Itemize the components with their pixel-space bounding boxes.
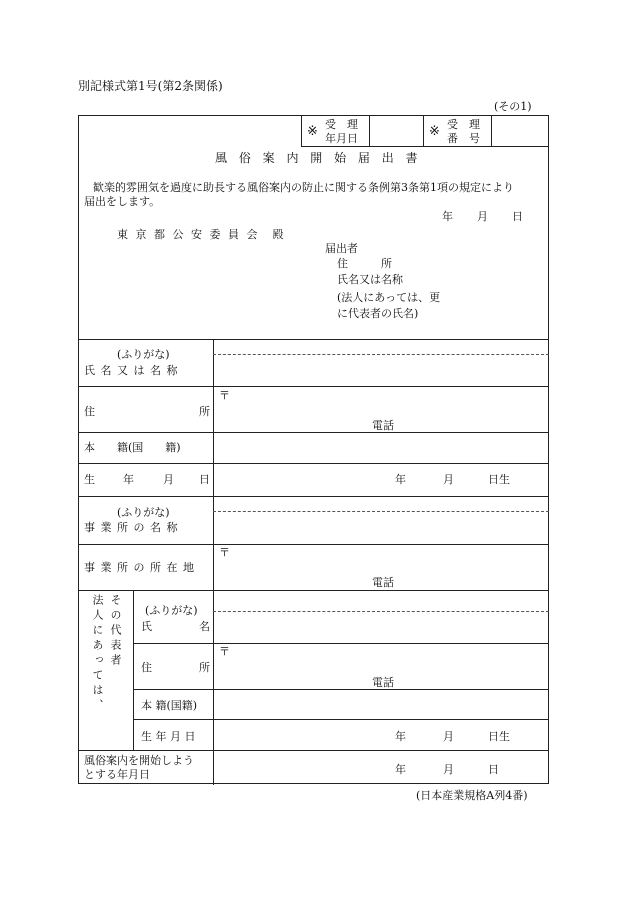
rep-birth-label: 生 年 月 日: [141, 730, 196, 743]
form-title: 風 俗 案 内 開 始 届 出 書: [215, 151, 422, 165]
birth-label-1: 生: [84, 473, 95, 486]
body-text-line-1: 歓楽的雰囲気を過度に助長する風俗案内の防止に関する条例第3条第1項の規定により: [93, 181, 514, 194]
start-date-label-2: とする年月日: [84, 768, 150, 781]
birth-label-4: 日: [199, 473, 210, 486]
notification-form: [78, 115, 549, 784]
footer-standard: (日本産業規格A列4番): [416, 789, 528, 802]
receipt-number-label-1: 受 理: [447, 118, 480, 131]
applicant-address: 住 所: [337, 257, 392, 270]
receipt-mark-1: ※: [307, 124, 318, 139]
start-year: 年: [395, 763, 406, 776]
address-label-1: 住: [84, 405, 95, 418]
rep-address-label-2: 所: [199, 661, 210, 674]
address-phone-label: 電話: [372, 419, 394, 432]
applicant-note-2: に代表者の氏名): [337, 307, 419, 320]
page-number: (その1): [494, 100, 532, 113]
receipt-mark-2: ※: [429, 124, 440, 139]
start-day: 日: [488, 763, 499, 776]
name-furigana-label: (ふりがな): [117, 348, 170, 361]
office-name-label: 事 業 所 の 名 称: [84, 521, 179, 534]
rep-name-label-1: 氏: [141, 620, 152, 633]
start-month: 月: [443, 763, 454, 776]
birth-month: 月: [443, 473, 454, 486]
birth-year: 年: [395, 473, 406, 486]
rep-birth-day: 日生: [488, 730, 510, 743]
rep-honseki-label: 本 籍(国籍): [141, 699, 198, 712]
address-postal-mark: 〒: [219, 389, 230, 402]
rep-postal-mark: 〒: [219, 645, 230, 658]
applicant-note-1: (法人にあっては、更: [337, 291, 441, 304]
form-reference: 別記様式第1号(第2条関係): [78, 79, 223, 93]
birth-label-2: 年: [123, 473, 134, 486]
rep-birth-year: 年: [395, 730, 406, 743]
applicant-label: 届出者: [325, 242, 358, 255]
date-day: 日: [512, 210, 523, 223]
applicant-name: 氏名又は名称: [337, 273, 403, 286]
rep-birth-month: 月: [443, 730, 454, 743]
office-phone-label: 電話: [372, 576, 394, 589]
date-month: 月: [477, 210, 488, 223]
addressee: 東 京 都 公 安 委 員 会 殿: [117, 228, 286, 241]
date-year: 年: [442, 210, 453, 223]
rep-address-label-1: 住: [141, 661, 152, 674]
corp-condition-vertical-label: 法人にあっては、: [91, 594, 104, 714]
address-label-2: 所: [199, 405, 210, 418]
rep-phone-label: 電話: [372, 676, 394, 689]
corp-rep-vertical-label: その代表者: [109, 594, 122, 669]
receipt-number-label-2: 番 号: [447, 132, 480, 145]
office-postal-mark: 〒: [219, 546, 230, 559]
start-date-label-1: 風俗案内を開始しよう: [84, 754, 194, 767]
rep-furigana-label: (ふりがな): [145, 604, 198, 617]
office-location-label: 事 業 所 の 所 在 地: [84, 561, 195, 574]
body-text-line-2: 届出をします。: [84, 195, 161, 208]
receipt-date-label-2: 年月日: [325, 132, 358, 145]
birth-label-3: 月: [163, 473, 174, 486]
receipt-date-label-1: 受 理: [325, 118, 358, 131]
birth-day: 日生: [488, 473, 510, 486]
honseki-label: 本 籍(国 籍): [84, 441, 181, 454]
rep-name-label-2: 名: [199, 620, 210, 633]
office-furigana-label: (ふりがな): [117, 506, 170, 519]
name-label: 氏 名 又 は 名 称: [84, 364, 179, 377]
